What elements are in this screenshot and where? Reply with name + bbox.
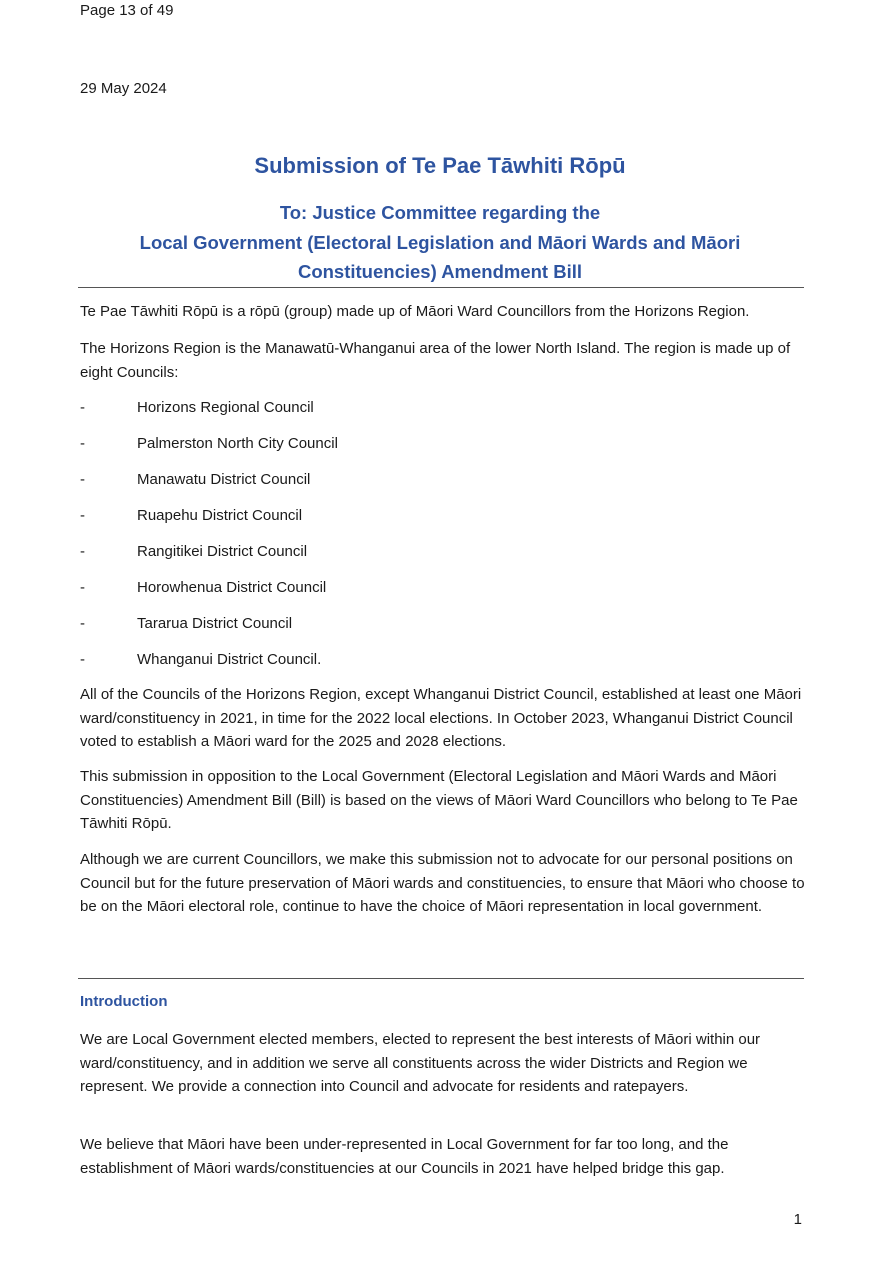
list-item bbox=[80, 397, 780, 433]
list-item bbox=[80, 649, 780, 685]
list-dash: - bbox=[80, 543, 85, 560]
title-divider bbox=[78, 287, 804, 288]
subtitle-line: To: Justice Committee regarding the bbox=[279, 202, 601, 223]
council-name: Rangitikei District Council bbox=[137, 543, 308, 560]
list-item bbox=[80, 469, 780, 505]
council-name: Manawatu District Council bbox=[137, 471, 311, 488]
list-item bbox=[80, 433, 780, 469]
council-list bbox=[80, 397, 780, 685]
paragraph-submission-opposition: This submission in opposition to the Local Government (Electoral Legislation and Māori Wards and Māori Constituencies) Amendment Bill (Bill) is based on the views of Māori Ward Councillors who belong to Te Pae Tāwhiti Rōpū. bbox=[80, 768, 798, 832]
list-dash: - bbox=[80, 471, 85, 488]
paragraph-current-councillors: Although we are current Councillors, we make this submission not to advocate for our personal positions on Council but for the future preservation of Māori wards and constituencies, to ensure that Māori who choose to be on the Māori electoral role, continue to have the choice of Māori representation in local government. bbox=[80, 851, 805, 915]
council-name: Horizons Regional Council bbox=[137, 399, 314, 416]
subtitle-line: Constituencies) Amendment Bill bbox=[297, 261, 583, 282]
document-title: Submission of Te Pae Tāwhiti Rōpū bbox=[254, 153, 626, 178]
list-dash: - bbox=[80, 615, 85, 632]
introduction-heading: Introduction bbox=[80, 993, 168, 1010]
paragraph-maori-wards-2021: All of the Councils of the Horizons Region, except Whanganui District Council, established at least one Māori ward/constituency in 2021, in time for the 2022 local elections. In October 2023, Whanganui District Council voted to establish a Māori ward for the 2025 and 2028 elections. bbox=[80, 686, 802, 750]
council-name: Horowhenua District Council bbox=[137, 579, 327, 596]
council-name: Ruapehu District Council bbox=[137, 507, 303, 524]
paragraph-under-represented: We believe that Māori have been under-represented in Local Government for far too long, and the establishment of Māori wards/constituencies at our Councils in 2021 have helped bridge this gap. bbox=[80, 1136, 729, 1177]
list-item bbox=[80, 541, 780, 577]
list-dash: - bbox=[80, 399, 85, 416]
list-dash: - bbox=[80, 651, 85, 668]
paragraph-intro-ropu: Te Pae Tāwhiti Rōpū is a rōpū (group) made up of Māori Ward Councillors from the Horizons Region. bbox=[80, 303, 750, 320]
subtitle-line: Local Government (Electoral Legislation and Māori Wards and Māori bbox=[139, 231, 741, 253]
list-item bbox=[80, 613, 780, 649]
list-item bbox=[80, 505, 780, 541]
council-name: Tararua District Council bbox=[137, 615, 293, 632]
council-name: Whanganui District Council. bbox=[137, 651, 322, 668]
list-dash: - bbox=[80, 579, 85, 596]
submission-date: 29 May 2024 bbox=[80, 80, 167, 97]
paragraph-horizons-region: The Horizons Region is the Manawatū-Whanganui area of the lower North Island. The region is made up of eight Councils: bbox=[80, 340, 791, 381]
document-subtitle bbox=[80, 198, 800, 287]
paragraph-elected-members: We are Local Government elected members, elected to represent the best interests of Māori within our ward/constituency, and in addition we serve all constituents across the wider Districts and Region we represent. We provide a connection into Council and advocate for residents and ratepayers. bbox=[80, 1031, 761, 1095]
council-name: Palmerston North City Council bbox=[137, 435, 338, 452]
list-dash: - bbox=[80, 435, 85, 452]
list-item bbox=[80, 577, 780, 613]
page-label: Page 13 of 49 bbox=[80, 2, 174, 19]
list-dash: - bbox=[80, 507, 85, 524]
section-divider bbox=[78, 978, 804, 979]
page-number: 1 bbox=[793, 1211, 802, 1228]
